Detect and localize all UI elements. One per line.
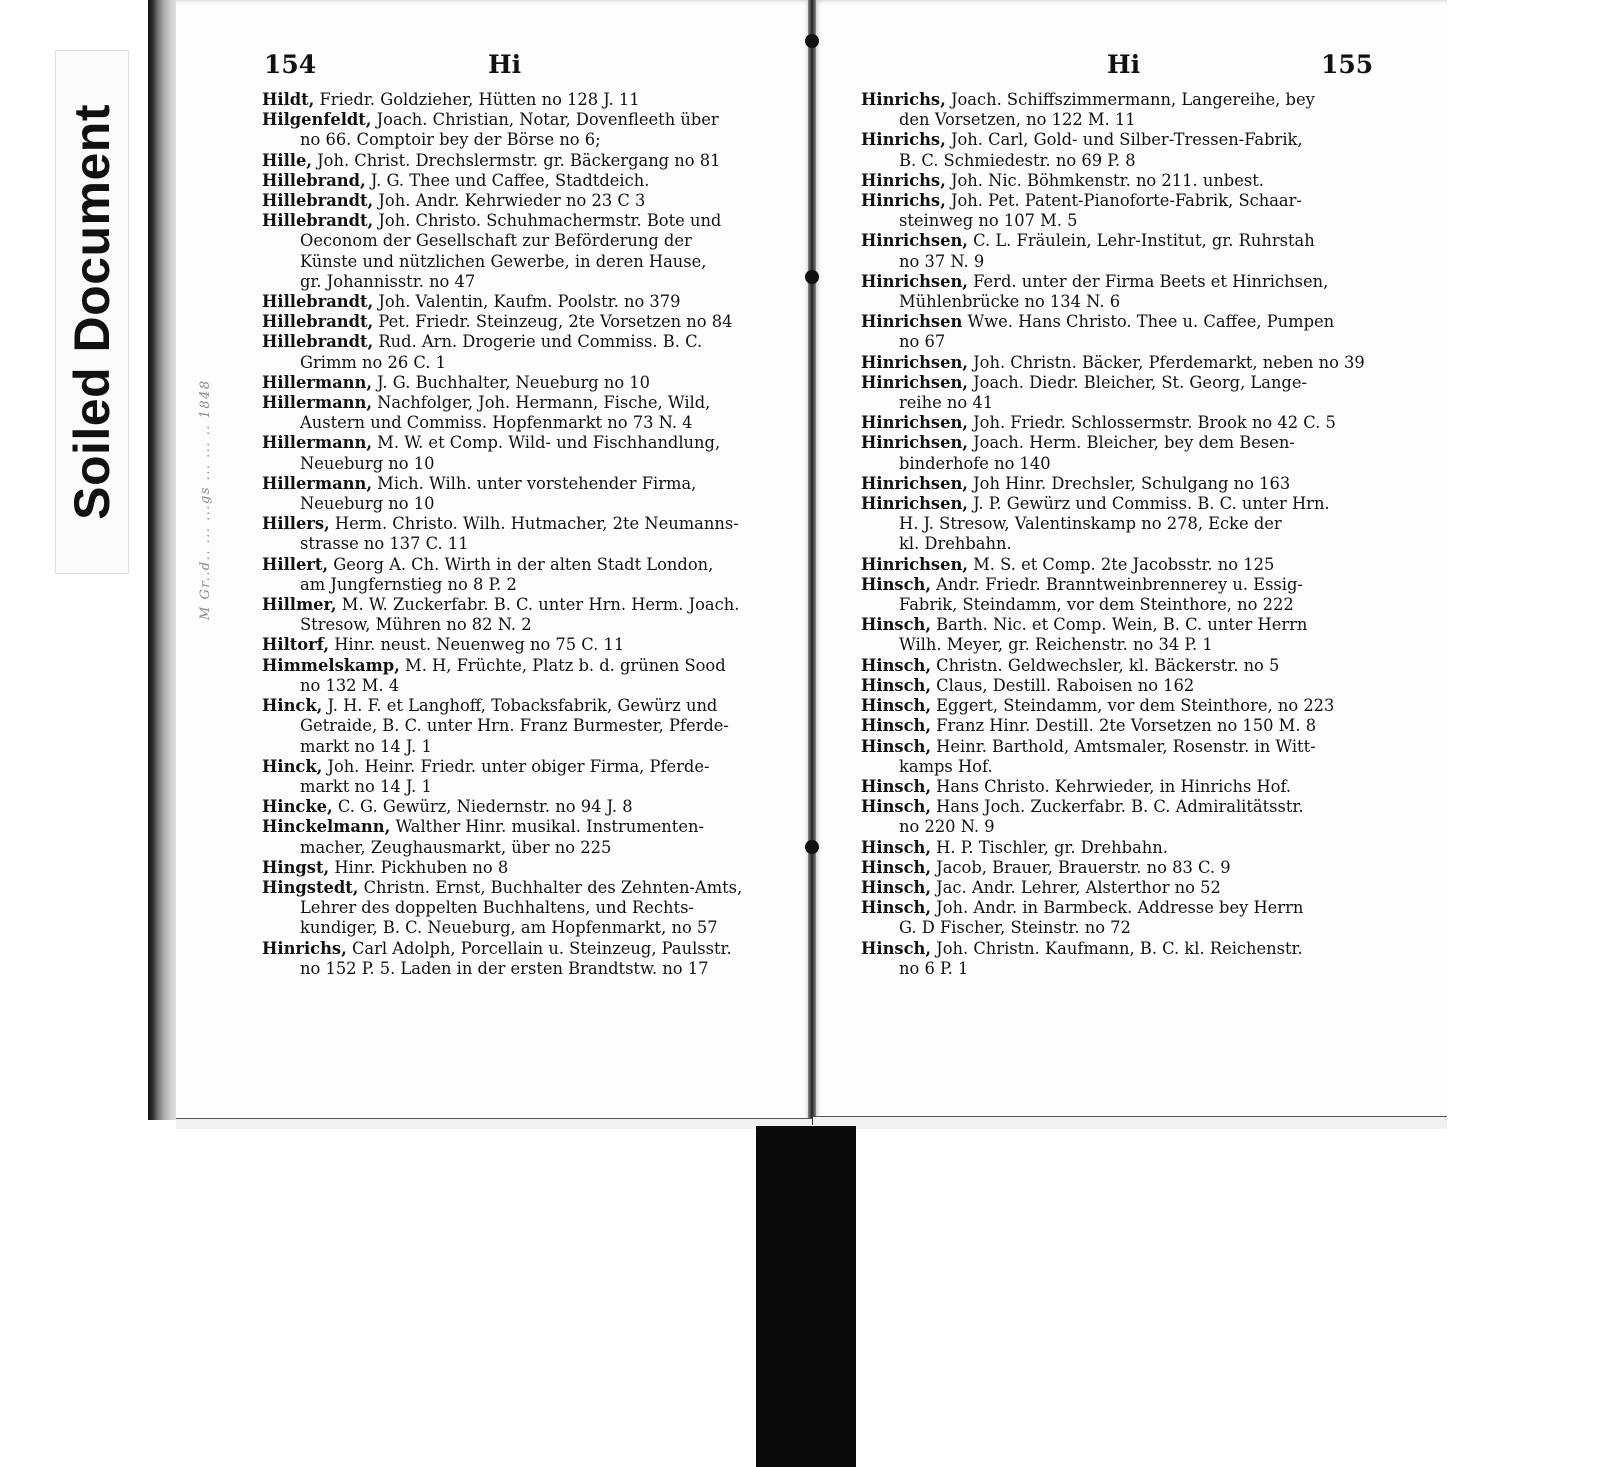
entry-surname: Hilgenfeldt, <box>262 110 372 130</box>
entry-continuation-line: Stresow, Mühren no 82 N. 2 <box>300 615 532 635</box>
directory-entry <box>861 777 1421 797</box>
directory-entry <box>262 312 802 332</box>
left-page <box>176 0 812 1125</box>
directory-entry <box>262 292 802 312</box>
entry-surname: Hillermann, <box>262 372 372 392</box>
entry-surname: Hinsch, <box>861 837 931 857</box>
entry-first-line: Hinsch, Franz Hinr. Destill. 2te Vorsetzen no 150 M. 8 <box>861 716 1317 736</box>
directory-entry <box>861 474 1421 494</box>
entry-surname: Hille, <box>262 150 312 170</box>
entry-surname: Hillermann, <box>262 473 372 493</box>
entry-surname: Hinsch, <box>861 574 931 594</box>
entry-surname: Hillebrandt, <box>262 211 374 231</box>
entry-first-line: Hinsch, Barth. Nic. et Comp. Wein, B. C. unter Herrn <box>861 615 1308 635</box>
directory-entry <box>861 878 1421 898</box>
entry-surname: Hingstedt, <box>262 877 359 897</box>
entry-continuation-line: G. D Fischer, Steinstr. no 72 <box>899 918 1131 938</box>
directory-entry <box>861 575 1421 615</box>
entry-first-line: Hinsch, Joh. Andr. in Barmbeck. Addresse bey Herrn <box>861 898 1304 918</box>
directory-entry <box>262 110 802 150</box>
entry-surname: Hillebrandt, <box>262 332 374 352</box>
entry-surname: Hillers, <box>262 514 330 534</box>
entry-first-line: Hinrichsen, Joh Hinr. Drechsler, Schulgang no 163 <box>861 473 1291 493</box>
entry-surname: Himmelskamp, <box>262 655 400 675</box>
left-entry-list <box>262 90 802 979</box>
entry-surname: Hildt, <box>262 90 315 109</box>
entry-surname: Hinrichs, <box>861 191 946 211</box>
entry-first-line: Hillmer, M. W. Zuckerfabr. B. C. unter Hrn. Herm. Joach. <box>262 595 740 615</box>
directory-entry <box>262 858 802 878</box>
entry-first-line: Hinrichs, Joh. Pet. Patent-Pianoforte-Fabrik, Schaar- <box>861 191 1302 211</box>
directory-entry <box>861 716 1421 736</box>
entry-surname: Hillebrandt, <box>262 312 374 332</box>
entry-first-line: Hillebrandt, Joh. Valentin, Kaufm. Poolstr. no 379 <box>262 292 681 312</box>
entry-first-line: Hinrichs, Carl Adolph, Porcellain u. Steinzeug, Paulsstr. <box>262 938 732 958</box>
entry-first-line: Hinrichsen, C. L. Fräulein, Lehr-Institut, gr. Ruhrstah <box>861 231 1315 251</box>
entry-first-line: Hillers, Herm. Christo. Wilh. Hutmacher, 2te Neumanns- <box>262 514 739 534</box>
entry-continuation-line: strasse no 137 C. 11 <box>300 534 469 554</box>
entry-surname: Hinsch, <box>861 696 931 716</box>
entry-surname: Hinrichsen, <box>861 473 968 493</box>
entry-first-line: Hinrichsen Wwe. Hans Christo. Thee u. Caffee, Pumpen <box>861 312 1335 332</box>
entry-first-line: Hinck, Joh. Heinr. Friedr. unter obiger Firma, Pferde- <box>262 756 710 776</box>
entry-continuation-line: markt no 14 J. 1 <box>300 776 432 796</box>
directory-entry <box>861 737 1421 777</box>
entry-surname: Hinrichsen, <box>861 433 968 453</box>
directory-entry <box>861 373 1421 413</box>
entry-first-line: Hinck, J. H. F. et Langhoff, Tobacksfabrik, Gewürz und <box>262 696 718 716</box>
entry-continuation-line: Mühlenbrücke no 134 N. 6 <box>899 292 1121 312</box>
right-entry-list <box>861 90 1421 979</box>
entry-surname: Hillermann, <box>262 433 372 453</box>
entry-surname: Hinrichs, <box>861 90 946 109</box>
directory-entry <box>262 817 802 857</box>
directory-entry <box>262 211 802 292</box>
entry-continuation-line: no 67 <box>899 332 946 352</box>
entry-surname: Hinrichsen, <box>861 271 968 291</box>
entry-first-line: Hillebrandt, Rud. Arn. Drogerie und Commiss. B. C. <box>262 332 703 352</box>
entry-surname: Hillebrandt, <box>262 292 374 312</box>
directory-entry <box>262 373 802 393</box>
entry-continuation-line: B. C. Schmiedestr. no 69 P. 8 <box>899 150 1136 170</box>
directory-entry <box>861 838 1421 858</box>
entry-surname: Hinsch, <box>861 716 931 736</box>
entry-surname: Hinrichsen <box>861 312 963 332</box>
entry-first-line: Hinsch, Joh. Christn. Kaufmann, B. C. kl. Reichenstr. <box>861 938 1303 958</box>
directory-entry <box>861 656 1421 676</box>
entry-surname: Hinrichsen, <box>861 554 968 574</box>
directory-entry <box>262 555 802 595</box>
entry-surname: Hillert, <box>262 554 329 574</box>
directory-entry <box>262 878 802 939</box>
entry-continuation-line: Künste und nützlichen Gewerbe, in deren Hause, <box>300 251 707 271</box>
binding-thread <box>805 840 819 854</box>
directory-entry <box>262 151 802 171</box>
entry-first-line: Himmelskamp, M. H, Früchte, Platz b. d. grünen Sood <box>262 655 726 675</box>
entry-first-line: Hinsch, Jac. Andr. Lehrer, Alsterthor no 52 <box>861 877 1221 897</box>
directory-entry <box>861 231 1421 271</box>
binding-thread <box>805 270 819 284</box>
entry-continuation-line: den Vorsetzen, no 122 M. 11 <box>899 110 1136 130</box>
directory-entry <box>861 312 1421 352</box>
entry-surname: Hinsch, <box>861 736 931 756</box>
entry-surname: Hinsch, <box>861 898 931 918</box>
directory-entry <box>861 676 1421 696</box>
entry-surname: Hillmer, <box>262 595 337 615</box>
entry-surname: Hillebrand, <box>262 170 366 190</box>
entry-first-line: Hillebrandt, Pet. Friedr. Steinzeug, 2te Vorsetzen no 84 <box>262 312 733 332</box>
entry-surname: Hinsch, <box>861 797 931 817</box>
directory-entry <box>861 171 1421 191</box>
directory-entry <box>861 696 1421 716</box>
entry-continuation-line: Wilh. Meyer, gr. Reichenstr. no 34 P. 1 <box>899 635 1213 655</box>
handwritten-margin-note: M Gr..d.. ... ...gs ... ... .. 1848 <box>198 379 213 620</box>
entry-surname: Hinrichs, <box>861 130 946 150</box>
directory-entry <box>262 332 802 372</box>
entry-first-line: Hillert, Georg A. Ch. Wirth in der alten Stadt London, <box>262 554 714 574</box>
directory-entry <box>861 433 1421 473</box>
entry-surname: Hinck, <box>262 756 323 776</box>
directory-entry <box>861 898 1421 938</box>
directory-entry <box>262 757 802 797</box>
entry-first-line: Hillermann, J. G. Buchhalter, Neueburg no 10 <box>262 372 651 392</box>
entry-first-line: Hinsch, Claus, Destill. Raboisen no 162 <box>861 675 1195 695</box>
entry-continuation-line: steinweg no 107 M. 5 <box>899 211 1078 231</box>
right-page <box>813 0 1447 1125</box>
left-running-head: Hi <box>488 50 522 79</box>
entry-continuation-line: no 6 P. 1 <box>899 958 969 978</box>
directory-entry <box>262 433 802 473</box>
entry-first-line: Hillebrand, J. G. Thee und Caffee, Stadtdeich. <box>262 170 650 190</box>
directory-entry <box>262 514 802 554</box>
entry-first-line: Hinsch, Heinr. Barthold, Amtsmaler, Rosenstr. in Witt- <box>861 736 1316 756</box>
right-page-number: 155 <box>1321 50 1374 79</box>
entry-first-line: Hinrichs, Joach. Schiffszimmermann, Langereihe, bey <box>861 90 1315 109</box>
directory-entry <box>262 595 802 635</box>
directory-entry <box>861 413 1421 433</box>
black-tape-strip <box>756 1126 856 1467</box>
entry-continuation-line: am Jungfernstieg no 8 P. 2 <box>300 574 517 594</box>
directory-entry <box>262 696 802 757</box>
entry-first-line: Hinrichsen, J. P. Gewürz und Commiss. B. C. unter Hrn. <box>861 494 1330 514</box>
entry-surname: Hinck, <box>262 696 323 716</box>
entry-surname: Hinsch, <box>861 877 931 897</box>
entry-continuation-line: Neueburg no 10 <box>300 494 435 514</box>
directory-entry <box>861 191 1421 231</box>
entry-first-line: Hinrichsen, Ferd. unter der Firma Beets et Hinrichsen, <box>861 271 1329 291</box>
entry-first-line: Hinckelmann, Walther Hinr. musikal. Instrumenten- <box>262 817 704 837</box>
directory-entry <box>262 797 802 817</box>
entry-first-line: Hinsch, Hans Christo. Kehrwieder, in Hinrichs Hof. <box>861 776 1292 796</box>
entry-surname: Hincke, <box>262 797 333 817</box>
entry-surname: Hinrichsen, <box>861 372 968 392</box>
left-page-number: 154 <box>264 50 317 79</box>
entry-surname: Hingst, <box>262 857 330 877</box>
directory-entry <box>262 656 802 696</box>
binding-thread <box>805 34 819 48</box>
entry-surname: Hillermann, <box>262 393 372 413</box>
directory-entry <box>262 191 802 211</box>
entry-continuation-line: Austern und Commiss. Hopfenmarkt no 73 N. 4 <box>300 413 693 433</box>
entry-continuation-line: no 220 N. 9 <box>899 817 995 837</box>
entry-surname: Hinsch, <box>861 655 931 675</box>
right-page-bottom-edge <box>813 1116 1447 1129</box>
entry-first-line: Hildt, Friedr. Goldzieher, Hütten no 128 J. 11 <box>262 90 640 109</box>
entry-continuation-line: Oeconom der Gesellschaft zur Beförderung der <box>300 231 692 251</box>
entry-surname: Hinsch, <box>861 938 931 958</box>
directory-entry <box>861 615 1421 655</box>
entry-continuation-line: kamps Hof. <box>899 756 993 776</box>
directory-entry <box>262 474 802 514</box>
entry-first-line: Hille, Joh. Christ. Drechslermstr. gr. Bäckergang no 81 <box>262 150 721 170</box>
directory-entry <box>262 635 802 655</box>
entry-continuation-line: Getraide, B. C. unter Hrn. Franz Burmester, Pferde- <box>300 716 729 736</box>
entry-first-line: Hinrichsen, Joh. Christn. Bäcker, Pferdemarkt, neben no 39 <box>861 352 1365 372</box>
directory-entry <box>861 494 1421 555</box>
entry-continuation-line: markt no 14 J. 1 <box>300 736 432 756</box>
directory-entry <box>861 555 1421 575</box>
entry-first-line: Hiltorf, Hinr. neust. Neuenweg no 75 C. 11 <box>262 635 625 655</box>
entry-surname: Hinsch, <box>861 675 931 695</box>
entry-surname: Hillebrandt, <box>262 191 374 211</box>
directory-entry <box>262 90 802 110</box>
right-running-head: Hi <box>1107 50 1141 79</box>
entry-first-line: Hinrichsen, Joach. Diedr. Bleicher, St. Georg, Lange- <box>861 372 1307 392</box>
entry-first-line: Hillermann, Mich. Wilh. unter vorstehender Firma, <box>262 473 697 493</box>
entry-continuation-line: reihe no 41 <box>899 393 994 413</box>
directory-entry <box>262 393 802 433</box>
side-label <box>55 50 129 574</box>
directory-entry <box>861 939 1421 979</box>
entry-first-line: Hingst, Hinr. Pickhuben no 8 <box>262 857 509 877</box>
directory-entry <box>861 858 1421 878</box>
entry-first-line: Hinsch, Hans Joch. Zuckerfabr. B. C. Admiralitätsstr. <box>861 797 1304 817</box>
entry-continuation-line: no 66. Comptoir bey der Börse no 6; <box>300 130 601 150</box>
book-spine-edge <box>148 0 178 1120</box>
entry-first-line: Hinsch, Andr. Friedr. Branntweinbrennerey u. Essig- <box>861 574 1303 594</box>
entry-surname: Hinrichsen, <box>861 231 968 251</box>
entry-surname: Hinsch, <box>861 615 931 635</box>
entry-first-line: Hinrichsen, M. S. et Comp. 2te Jacobsstr. no 125 <box>861 554 1275 574</box>
book-gutter <box>808 0 816 1125</box>
entry-surname: Hinrichs, <box>262 938 347 958</box>
entry-continuation-line: H. J. Stresow, Valentinskamp no 278, Ecke der <box>899 514 1282 534</box>
entry-first-line: Hinsch, Eggert, Steindamm, vor dem Steinthore, no 223 <box>861 696 1335 716</box>
entry-first-line: Hilgenfeldt, Joach. Christian, Notar, Dovenfleeth über <box>262 110 719 130</box>
entry-first-line: Hinrichs, Joh. Nic. Böhmkenstr. no 211. unbest. <box>861 170 1264 190</box>
entry-continuation-line: Neueburg no 10 <box>300 453 435 473</box>
entry-continuation-line: Grimm no 26 C. 1 <box>300 352 446 372</box>
entry-first-line: Hinrichsen, Joh. Friedr. Schlossermstr. Brook no 42 C. 5 <box>861 413 1336 433</box>
entry-surname: Hinsch, <box>861 857 931 877</box>
entry-continuation-line: Fabrik, Steindamm, vor dem Steinthore, no 222 <box>899 595 1294 615</box>
entry-continuation-line: binderhofe no 140 <box>899 453 1051 473</box>
entry-continuation-line: no 37 N. 9 <box>899 251 985 271</box>
entry-continuation-line: macher, Zeughausmarkt, über no 225 <box>300 837 612 857</box>
entry-continuation-line: no 152 P. 5. Laden in der ersten Brandtstw. no 17 <box>300 958 709 978</box>
entry-surname: Hinckelmann, <box>262 817 391 837</box>
directory-entry <box>861 353 1421 373</box>
side-label-text: Soiled Document <box>64 104 120 520</box>
entry-continuation-line: Lehrer des doppelten Buchhaltens, und Rechts- <box>300 898 694 918</box>
directory-entry <box>861 797 1421 837</box>
entry-surname: Hinsch, <box>861 776 931 796</box>
entry-continuation-line: gr. Johannisstr. no 47 <box>300 271 476 291</box>
entry-first-line: Hinsch, Christn. Geldwechsler, kl. Bäckerstr. no 5 <box>861 655 1280 675</box>
entry-first-line: Hillermann, M. W. et Comp. Wild- und Fischhandlung, <box>262 433 721 453</box>
entry-first-line: Hinsch, H. P. Tischler, gr. Drehbahn. <box>861 837 1168 857</box>
entry-first-line: Hillermann, Nachfolger, Joh. Hermann, Fische, Wild, <box>262 393 711 413</box>
entry-continuation-line: kl. Drehbahn. <box>899 534 1012 554</box>
entry-first-line: Hinsch, Jacob, Brauer, Brauerstr. no 83 C. 9 <box>861 857 1231 877</box>
entry-continuation-line: kundiger, B. C. Neueburg, am Hopfenmarkt, no 57 <box>300 918 718 938</box>
entry-surname: Hiltorf, <box>262 635 330 655</box>
entry-surname: Hinrichs, <box>861 170 946 190</box>
entry-continuation-line: no 132 M. 4 <box>300 675 400 695</box>
entry-first-line: Hincke, C. G. Gewürz, Niedernstr. no 94 J. 8 <box>262 797 633 817</box>
entry-first-line: Hinrichs, Joh. Carl, Gold- und Silber-Tressen-Fabrik, <box>861 130 1303 150</box>
entry-first-line: Hingstedt, Christn. Ernst, Buchhalter des Zehnten-Amts, <box>262 877 743 897</box>
entry-surname: Hinrichsen, <box>861 413 968 433</box>
directory-entry <box>262 171 802 191</box>
entry-first-line: Hinrichsen, Joach. Herm. Bleicher, bey dem Besen- <box>861 433 1295 453</box>
entry-surname: Hinrichsen, <box>861 494 968 514</box>
entry-first-line: Hillebrandt, Joh. Christo. Schuhmachermstr. Bote und <box>262 211 722 231</box>
directory-entry <box>861 90 1421 130</box>
entry-first-line: Hillebrandt, Joh. Andr. Kehrwieder no 23 C 3 <box>262 191 646 211</box>
directory-entry <box>861 130 1421 170</box>
left-page-bottom-edge <box>176 1118 812 1129</box>
entry-surname: Hinrichsen, <box>861 352 968 372</box>
directory-entry <box>262 939 802 979</box>
directory-entry <box>861 272 1421 312</box>
